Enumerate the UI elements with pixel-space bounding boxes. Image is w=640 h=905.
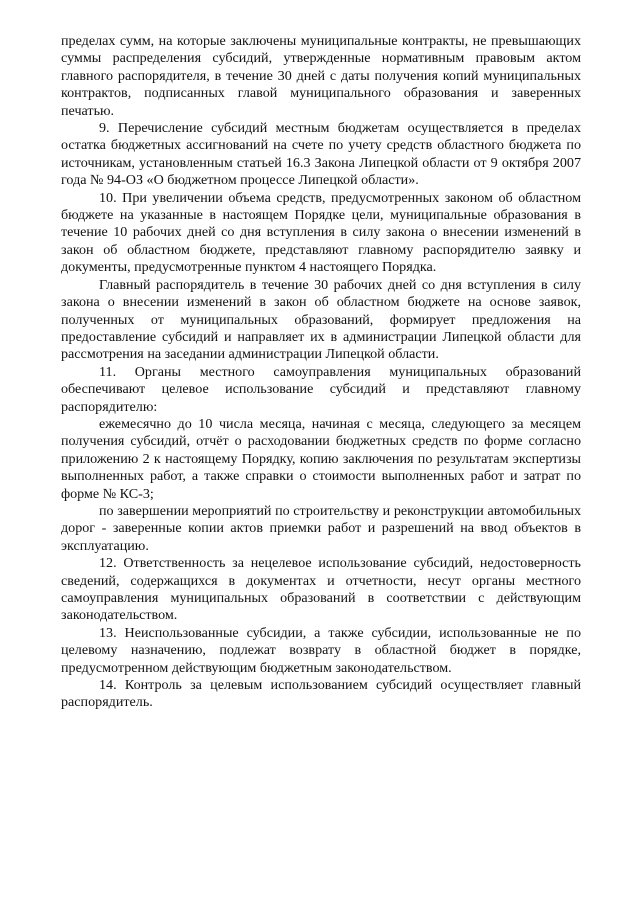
paragraph-item-11-completion: по завершении мероприятий по строительству и реконструкции автомобильных дорог - заверенные копии актов приемки работ и разрешений на ввод объектов в эксплуатацию.	[61, 502, 581, 554]
paragraph-item-9: 9. Перечисление субсидий местным бюджетам осуществляется в пределах остатка бюджетных ассигнований на счете по учету средств областного бюджета по источникам, установленным статьей 16.3 Закона Липецкой области от 9 октября 2007 года № 94-ОЗ «О бюджетном процессе Липецкой области».	[61, 120, 581, 189]
paragraph-item-11-monthly: ежемесячно до 10 числа месяца, начиная с месяца, следующего за месяцем получения субсидий, отчёт о расходовании бюджетных средств по форме согласно приложению 2 к настоящему Порядку, копию заключения по результатам экспертизы выполненных работ, а также справки о стоимости выполненных работ и затрат по форме № КС-3;	[61, 415, 581, 502]
paragraph-item-11: 11. Органы местного самоуправления муниципальных образований обеспечивают целевое использование субсидий и представляют главному распорядителю:	[61, 363, 581, 415]
paragraph-item-10-continued: Главный распорядитель в течение 30 рабочих дней со дня вступления в силу закона о внесении изменений в закон об областном бюджете на основе заявок, полученных от муниципальных образований, формирует предложения на предоставление субсидий и направляет их в администрации Липецкой области для рассмотрения на заседании администрации Липецкой области.	[61, 276, 581, 363]
paragraph-item-10: 10. При увеличении объема средств, предусмотренных законом об областном бюджете на указанные в настоящем Порядке цели, муниципальные образования в течение 10 рабочих дней со дня вступления в силу закона о внесении изменений в закон об областном бюджете, представляют главному распорядителю заявку и документы, предусмотренные пунктом 4 настоящего Порядка.	[61, 189, 581, 276]
paragraph-item-14: 14. Контроль за целевым использованием субсидий осуществляет главный распорядитель.	[61, 677, 581, 711]
paragraph-continuation: пределах сумм, на которые заключены муниципальные контракты, не превышающих суммы распределения субсидий, утвержденные нормативным правовым актом главного распорядителя, в течение 30 дней с даты получения копий муниципальных контрактов, подписанных главой муниципального образования и заверенных печатью.	[61, 33, 581, 119]
document-page	[61, 33, 581, 712]
paragraph-item-13: 13. Неиспользованные субсидии, а также субсидии, использованные не по целевому назначению, подлежат возврату в областной бюджет в порядке, предусмотренном действующим бюджетным законодательством.	[61, 624, 581, 676]
paragraph-item-12: 12. Ответственность за нецелевое использование субсидий, недостоверность сведений, содержащихся в документах и отчетности, несут органы местного самоуправления муниципальных образований в соответствии с действующим законодательством.	[61, 555, 581, 624]
